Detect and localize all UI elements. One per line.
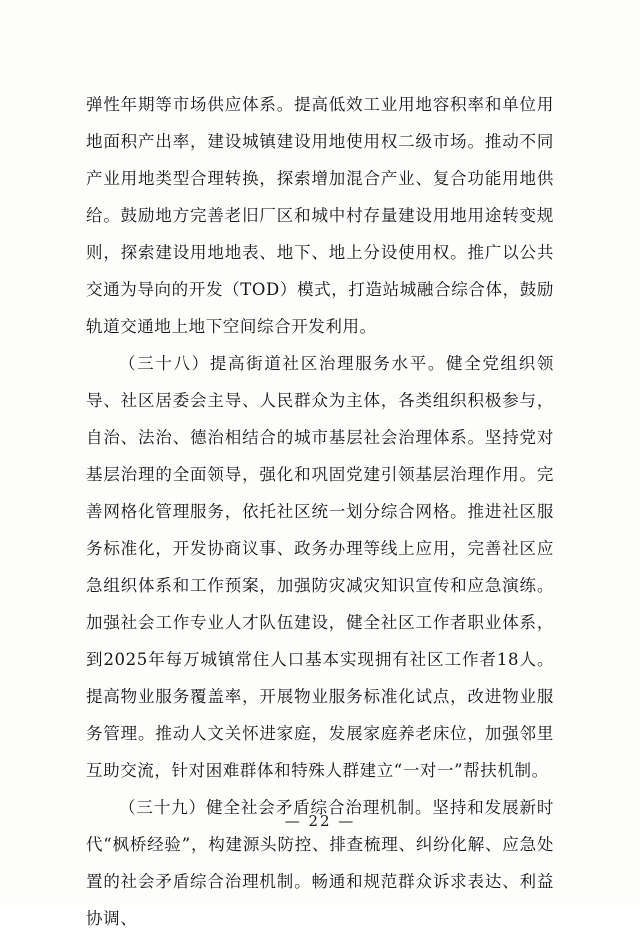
paragraph-section-39: （三十九）健全社会矛盾综合治理机制。坚持和发展新时代“枫桥经验”，构建源头防控、排查梳理、纠纷化解、应急处置的社会矛盾综合治理机制。畅通和规范群众诉求表达、利益协调、 <box>86 798 554 928</box>
page-body <box>86 86 554 937</box>
paragraph-continued: 弹性年期等市场供应体系。提高低效工业用地容积率和单位用地面积产出率，建设城镇建设用地使用权二级市场。推动不同产业用地类型合理转换，探索增加混合产业、复合功能用地供给。鼓励地方完善老旧厂区和城中村存量建设用地用途转变规则，探索建设用地地表、地下、地上分设使用权。推广以公共交通为导向的开发（TOD）模式，打造站城融合综合体，鼓励轨道交通地上地下空间综合开发利用。 <box>86 95 554 336</box>
page-number: — 22 — <box>284 812 356 830</box>
paragraph-section-38: （三十八）提高街道社区治理服务水平。健全党组织领导、社区居委会主导、人民群众为主体，各类组织积极参与，自治、法治、德治相结合的城市基层社会治理体系。坚持党对基层治理的全面领导，强化和巩固党建引领基层治理作用。完善网格化管理服务，依托社区统一划分综合网格。推进社区服务标准化，开发协商议事、政务办理等线上应用，完善社区应急组织体系和工作预案，加强防灾减灾知识宣传和应急演练。加强社会工作专业人才队伍建设，健全社区工作者职业体系，到2025年每万城镇常住人口基本实现拥有社区工作者18人。提高物业服务覆盖率，开展物业服务标准化试点，改进物业服务管理。推动人文关怀进家庭，发展家庭养老床位，加强邻里互助交流，针对困难群体和特殊人群建立“一对一”帮扶机制。 <box>86 354 554 780</box>
